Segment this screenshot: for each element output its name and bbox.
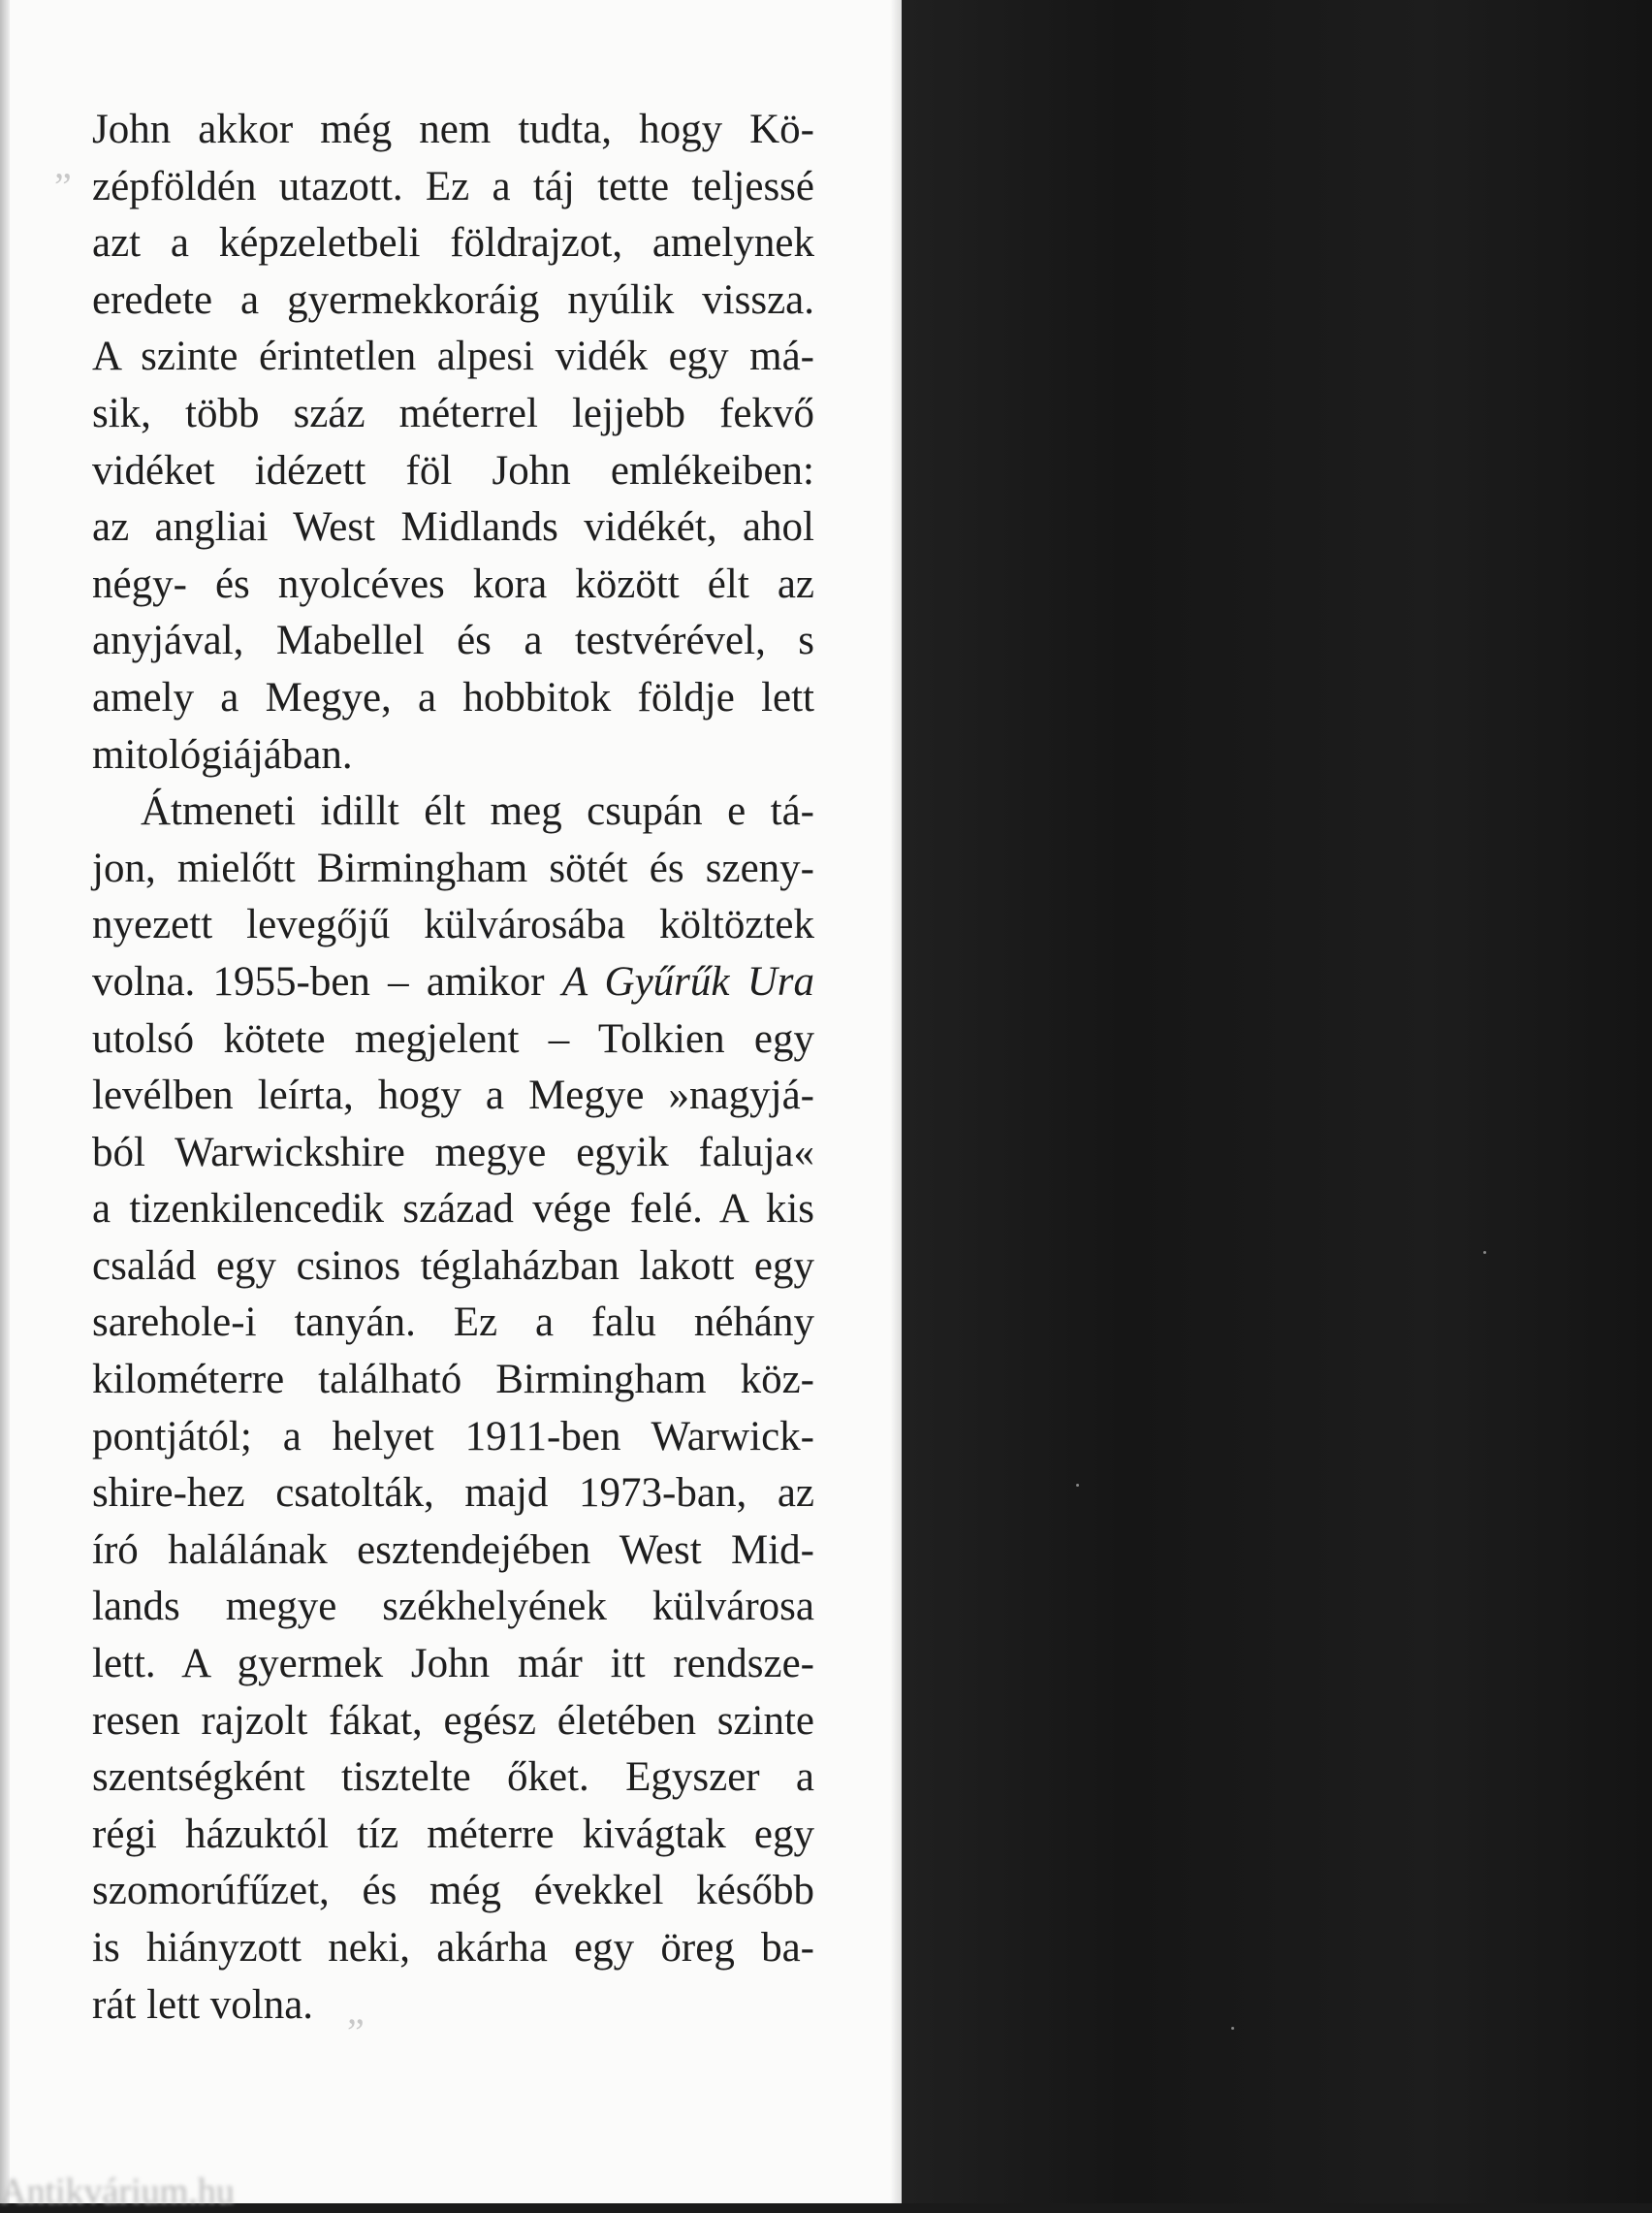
text-line: jon, mielőtt Birmingham sötét és szeny-	[92, 845, 814, 891]
text-line: sarehole-i tanyán. Ez a falu néhány	[92, 1299, 814, 1346]
text-line: John akkor még nem tudta, hogy Kö-	[92, 107, 814, 152]
page-edge	[0, 0, 10, 2203]
text-line: ból Warwickshire megye egyik faluja«	[92, 1129, 814, 1175]
text-line: négy- és nyolcéves kora között élt az	[92, 561, 814, 607]
text-line: Átmeneti idillt élt meg csupán e tá-	[141, 788, 814, 835]
text-line: rát lett volna.	[92, 1981, 314, 2028]
close-quote-mark: ”	[347, 2010, 365, 2054]
text-line: régi házuktól tíz méterre kivágtak egy	[92, 1811, 814, 1857]
text-line: A szinte érintetlen alpesi vidék egy má-	[92, 334, 814, 380]
text-line: levélben leírta, hogy a Megye »nagyjá-	[92, 1073, 814, 1119]
dust-speck	[1483, 1251, 1486, 1254]
text-line: pontjától; a helyet 1911-ben Warwick-	[92, 1413, 814, 1459]
text-line: utolsó kötete megjelent – Tolkien egy	[92, 1015, 814, 1062]
open-quote-mark: „	[54, 143, 72, 186]
text-line: azt a képzeletbeli földrajzot, amelynek	[92, 220, 814, 267]
dark-facing-page	[902, 0, 1652, 2203]
text-line: író halálának esztendejében West Mid-	[92, 1526, 814, 1573]
text-line: eredete a gyermekkoráig nyúlik vissza.	[92, 276, 814, 323]
text-line: resen rajzolt fákat, egész életében szinte	[92, 1697, 814, 1744]
text-line: család egy csinos téglaházban lakott egy	[92, 1242, 814, 1289]
text-line: anyjával, Mabellel és a testvérével, s	[92, 618, 814, 664]
text-line: mitológiájában.	[92, 731, 353, 778]
text-line: is hiányzott neki, akárha egy öreg ba-	[92, 1925, 814, 1971]
text-line: szomorúfűzet, és még évekkel később	[92, 1868, 814, 1914]
text-line: sik, több száz méterrel lejjebb fekvő	[92, 390, 814, 436]
quote-text-block	[92, 102, 814, 2034]
text-line: lett. A gyermek John már itt rendsze-	[92, 1641, 814, 1687]
bleed-through-text: Antikvárium.hu	[0, 2171, 235, 2212]
text-line: az angliai West Midlands vidékét, ahol	[92, 504, 814, 551]
text-line: lands megye székhelyének külvárosa	[92, 1584, 814, 1630]
text-line: amely a Megye, a hobbitok földje lett	[92, 674, 814, 721]
text-line: vidéket idézett föl John emlékeiben:	[92, 447, 814, 494]
dust-speck	[1231, 2027, 1234, 2030]
text-line: kilométerre található Birmingham köz-	[92, 1357, 814, 1403]
dust-speck	[1076, 1484, 1079, 1487]
text-line: volna. 1955-ben – amikor A Gyűrűk Ura	[92, 958, 814, 1005]
book-title-italic: A Gyűrűk Ura	[561, 958, 814, 1005]
text-line: szentségként tisztelte őket. Egyszer a	[92, 1754, 814, 1801]
text-line: nyezett levegőjű külvárosába költöztek	[92, 902, 814, 948]
text-line: zépföldén utazott. Ez a táj tette teljessé	[92, 163, 814, 209]
text-line: shire-hez csatolták, majd 1973-ban, az	[92, 1470, 814, 1517]
spine-shadow	[890, 0, 902, 2203]
text-line: a tizenkilencedik század vége felé. A kis	[92, 1186, 814, 1233]
